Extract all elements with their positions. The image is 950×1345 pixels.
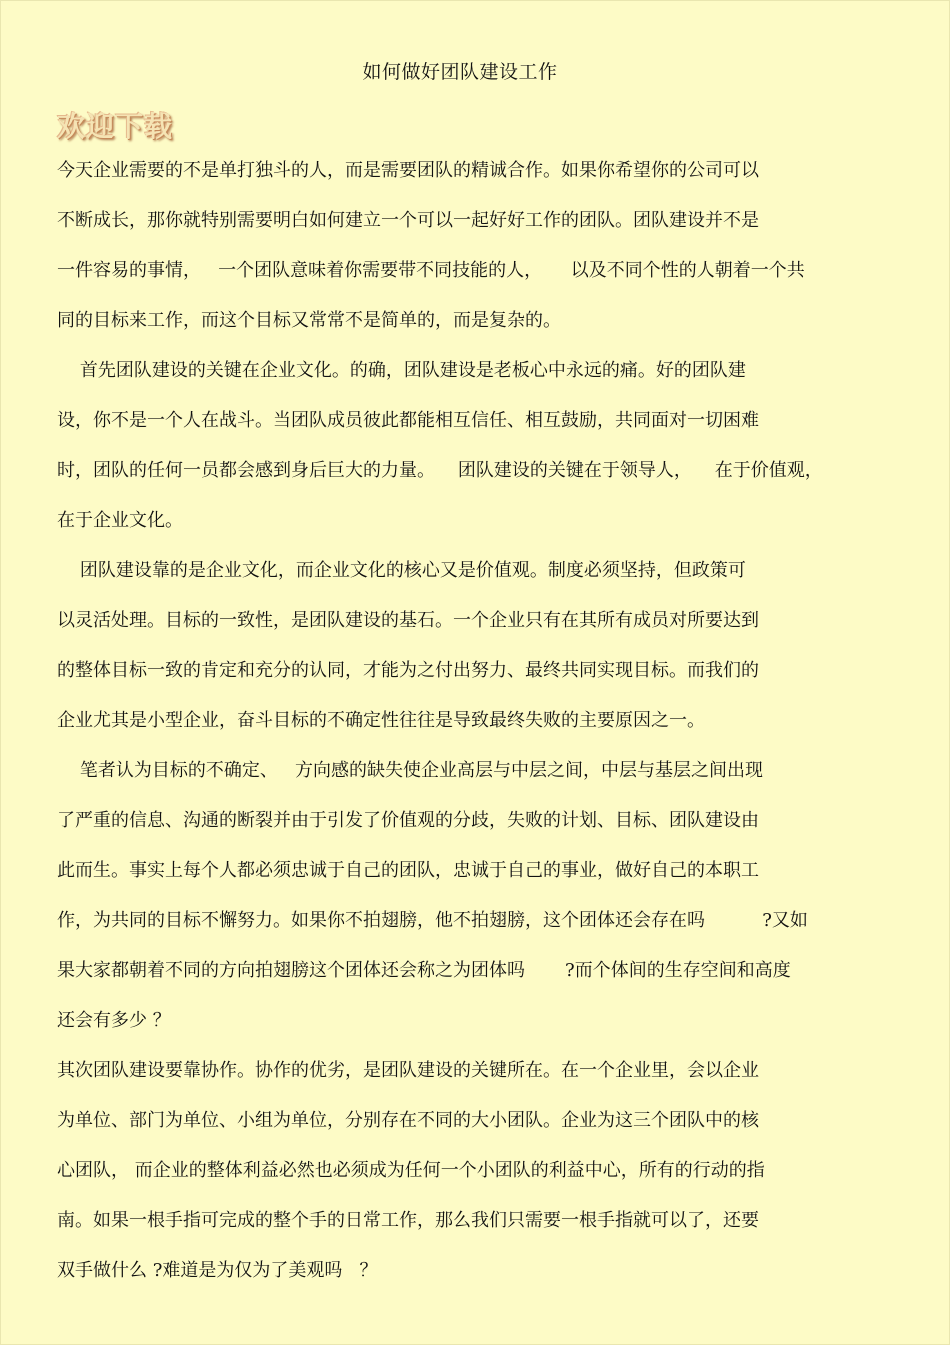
body-line: 笔者认为目标的不确定、 方向感的缺失使企业高层与中层之间，中层与基层之间出现 [57,760,764,781]
document-title: 如何做好团队建设工作 [362,61,558,83]
body-line: 一件容易的事情， 一个团队意味着你需要带不同技能的人， 以及不同个性的人朝着一个共 [57,260,805,281]
body-line: 同的目标来工作，而这个目标又常常不是简单的，而是复杂的。 [57,310,561,331]
body-line: 此而生。事实上每个人都必须忠诚于自己的团队，忠诚于自己的事业，做好自己的本职工 [57,860,759,881]
body-line: 今天企业需要的不是单打独斗的人，而是需要团队的精诚合作。如果你希望你的公司可以 [57,160,759,181]
body-line: 双手做什么 ?难道是为仅为了美观吗 ？ [57,1260,378,1281]
body-line: 为单位、部门为单位、小组为单位，分别存在不同的大小团队。企业为这三个团队中的核 [57,1110,759,1131]
body-line: 首先团队建设的关键在企业文化。的确，团队建设是老板心中永远的痛。好的团队建 [57,360,746,381]
body-line: 不断成长，那你就特别需要明白如何建立一个可以一起好好工作的团队。团队建设并不是 [57,210,759,231]
body-line: 南。如果一根手指可完成的整个手的日常工作，那么我们只需要一根手指就可以了，还要 [57,1210,759,1231]
body-line: 的整体目标一致的肯定和充分的认同，才能为之付出努力、最终共同实现目标。而我们的 [57,660,759,681]
body-line: 企业尤其是小型企业，奋斗目标的不确定性往往是导致最终失败的主要原因之一。 [57,710,705,731]
body-line: 心团队， 而企业的整体利益必然也必须成为任何一个小团队的利益中心，所有的行动的指 [57,1160,765,1181]
body-line: 以灵活处理。目标的一致性，是团队建设的基石。一个企业只有在其所有成员对所要达到 [57,610,759,631]
body-line: 时，团队的任何一员都会感到身后巨大的力量。 团队建设的关键在于领导人， 在于价值观， [57,460,823,481]
body-line: 作，为共同的目标不懈努力。如果你不拍翅膀，他不拍翅膀，这个团体还会存在吗 ?又如 [57,910,808,931]
body-line: 还会有多少 ？ [57,1010,171,1031]
body-line: 团队建设靠的是企业文化，而企业文化的核心又是价值观。制度必须坚持，但政策可 [57,560,746,581]
body-line: 了严重的信息、沟通的断裂并由于引发了价值观的分歧，失败的计划、目标、团队建设由 [57,810,759,831]
body-line: 果大家都朝着不同的方向拍翅膀这个团体还会称之为团体吗 ?而个体间的生存空间和高度 [57,960,791,981]
body-line: 在于企业文化。 [57,510,183,531]
body-line: 其次团队建设要靠协作。协作的优劣，是团队建设的关键所在。在一个企业里，会以企业 [57,1060,759,1081]
body-line: 设，你不是一个人在战斗。当团队成员彼此都能相互信任、相互鼓励，共同面对一切困难 [57,410,759,431]
welcome-download-badge: 欢迎下载 [57,110,174,143]
